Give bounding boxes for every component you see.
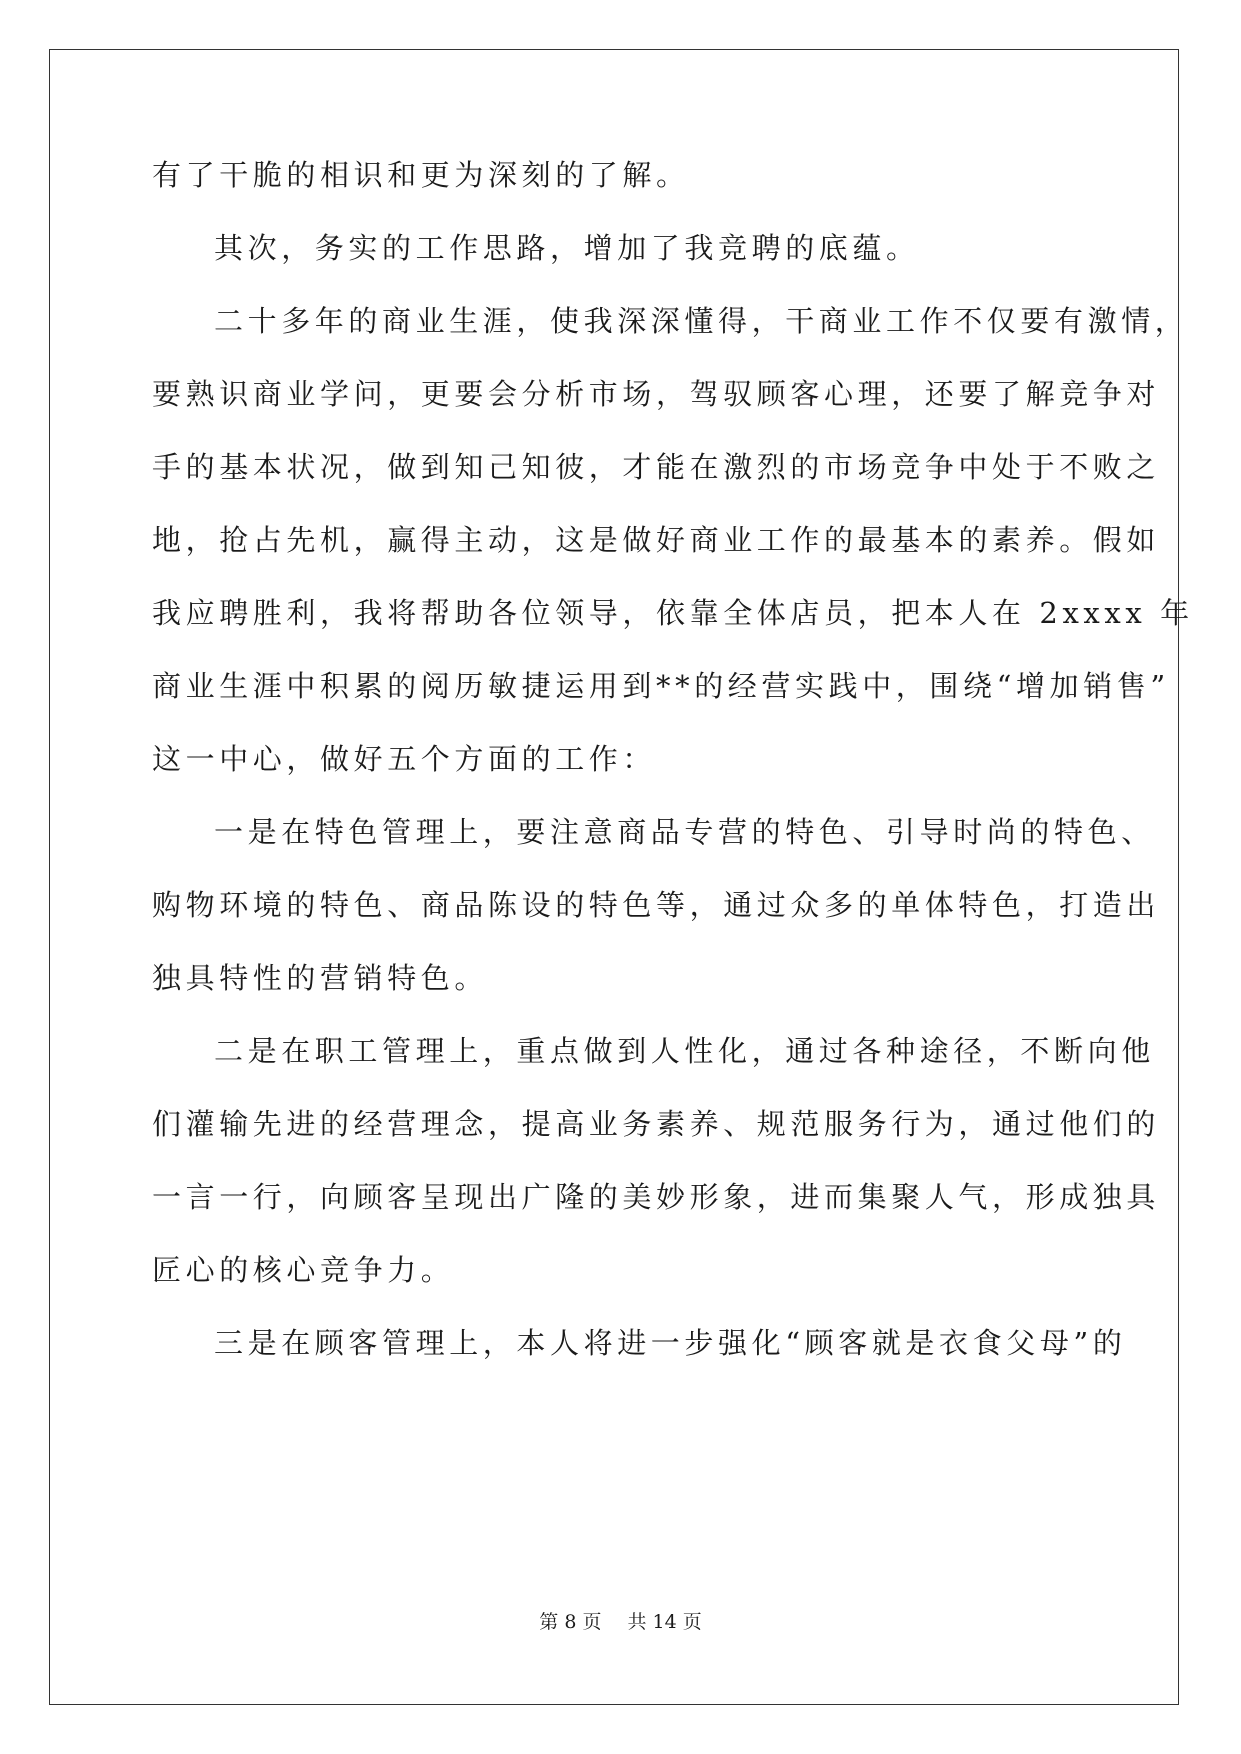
page-footer [0, 1610, 1241, 1634]
paragraph-start-line: 其次，务实的工作思路，增加了我竞聘的底蕴。 [214, 231, 920, 265]
page-number-total: 共 14 页 [627, 1611, 702, 1633]
paragraph-start-line: 三是在顾客管理上，本人将进一步强化“顾客就是衣食父母”的 [214, 1326, 1127, 1360]
paragraph-start-line: 一是在特色管理上，要注意商品专营的特色、引导时尚的特色、 [214, 815, 1155, 849]
text-line: 独具特性的营销特色。 [152, 961, 489, 995]
paragraph-start-line: 二是在职工管理上，重点做到人性化，通过各种途径，不断向他 [214, 1034, 1155, 1068]
text-line: 有了干脆的相识和更为深刻的了解。 [152, 158, 690, 192]
page-number-current: 第 8 页 [539, 1611, 602, 1633]
text-line: 我应聘胜利，我将帮助各位领导，依靠全体店员，把本人在 2xxxx 年 [152, 596, 1194, 630]
text-line: 商业生涯中积累的阅历敏捷运用到**的经营实践中，围绕“增加销售” [152, 669, 1170, 703]
text-line: 要熟识商业学问，更要会分析市场，驾驭顾客心理，还要了解竞争对 [152, 377, 1161, 411]
text-line: 一言一行，向顾客呈现出广隆的美妙形象，进而集聚人气，形成独具 [152, 1180, 1161, 1214]
paragraph-start-line: 二十多年的商业生涯，使我深深懂得，干商业工作不仅要有激情， [214, 304, 1189, 338]
text-line: 地，抢占先机，赢得主动，这是做好商业工作的最基本的素养。假如 [152, 523, 1161, 557]
text-line: 们灌输先进的经营理念，提高业务素养、规范服务行为，通过他们的 [152, 1107, 1161, 1141]
text-line: 购物环境的特色、商品陈设的特色等，通过众多的单体特色，打造出 [152, 888, 1161, 922]
text-line: 这一中心，做好五个方面的工作： [152, 742, 657, 776]
text-line: 手的基本状况，做到知己知彼，才能在激烈的市场竞争中处于不败之 [152, 450, 1161, 484]
page-border [49, 49, 1179, 1705]
text-line: 匠心的核心竞争力。 [152, 1253, 455, 1287]
